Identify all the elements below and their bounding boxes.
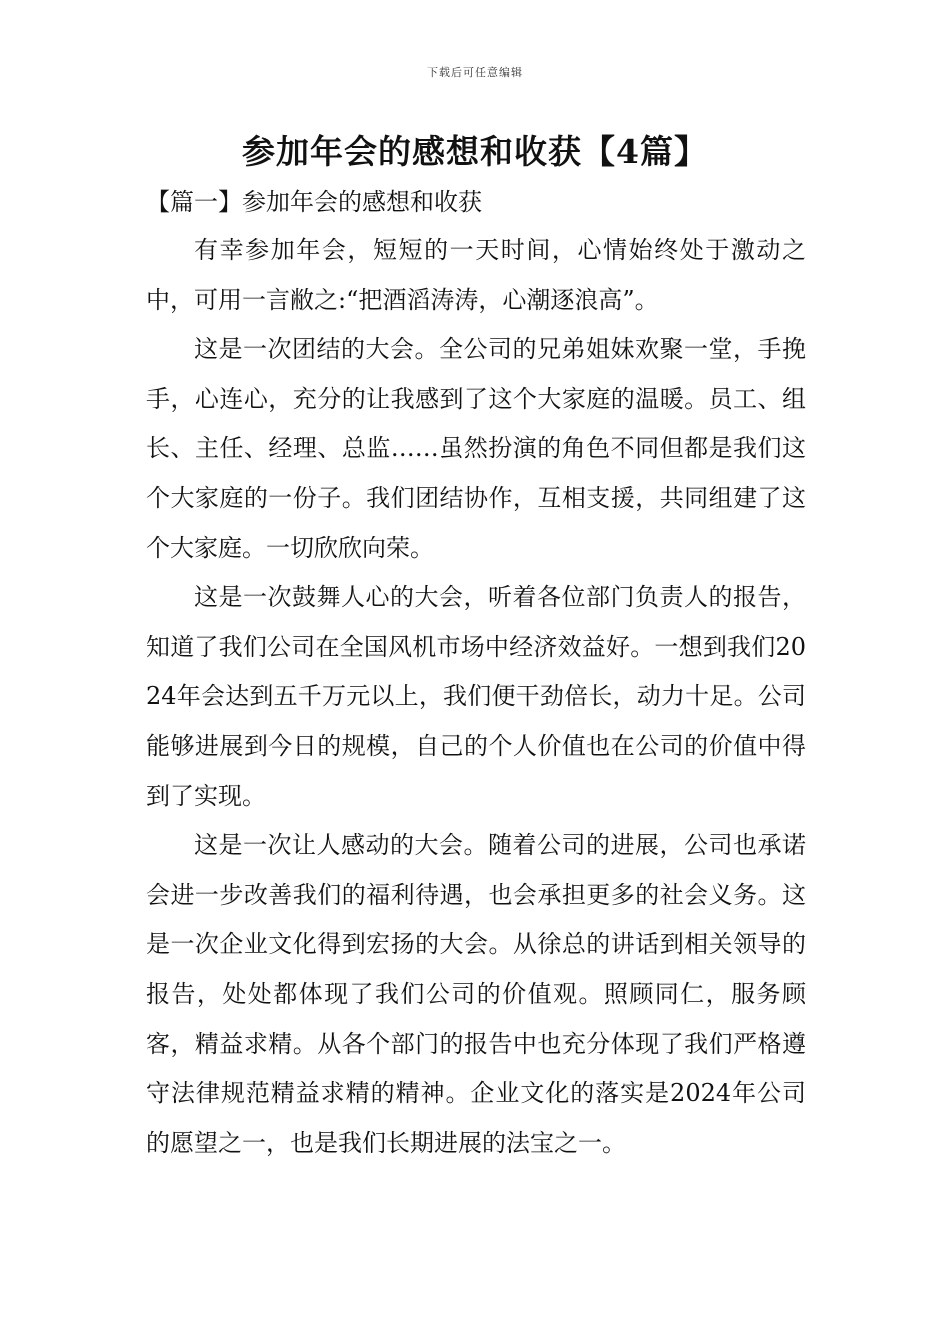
body-text xyxy=(146,226,806,1168)
section-heading: 【篇一】参加年会的感想和收获 xyxy=(146,188,482,216)
document-title: 参加年会的感想和收获【4篇】 xyxy=(242,132,708,171)
paragraph: 这是一次让人感动的大会。随着公司的进展，公司也承诺会进一步改善我们的福利待遇，也会承担更多的社会义务。这是一次企业文化得到宏扬的大会。从徐总的讲话到相关领导的报告，处处都体现了我们公司的价值观。照顾同仁，服务顾客，精益求精。从各个部门的报告中也充分体现了我们严格遵守法律规范精益求精的精神。企业文化的落实是2024年公司的愿望之一，也是我们长期进展的法宝之一。 xyxy=(146,831,806,1157)
header-note: 下载后可任意编辑 xyxy=(427,66,523,79)
paragraph: 这是一次团结的大会。全公司的兄弟姐妹欢聚一堂，手挽手，心连心，充分的让我感到了这个大家庭的温暖。员工、组长、主任、经理、总监……虽然扮演的角色不同但都是我们这个大家庭的一份子。我们团结协作，互相支援，共同组建了这个大家庭。一切欣欣向荣。 xyxy=(146,335,806,562)
paragraph: 这是一次鼓舞人心的大会，听着各位部门负责人的报告，知道了我们公司在全国风机市场中经济效益好。一想到我们2024年会达到五千万元以上，我们便干劲倍长，动力十足。公司能够进展到今日的规模，自己的个人价值也在公司的价值中得到了实现。 xyxy=(146,583,806,810)
paragraph: 有幸参加年会，短短的一天时间，心情始终处于激动之中，可用一言敝之:“把酒滔涛涛，心潮逐浪高”。 xyxy=(146,236,806,314)
